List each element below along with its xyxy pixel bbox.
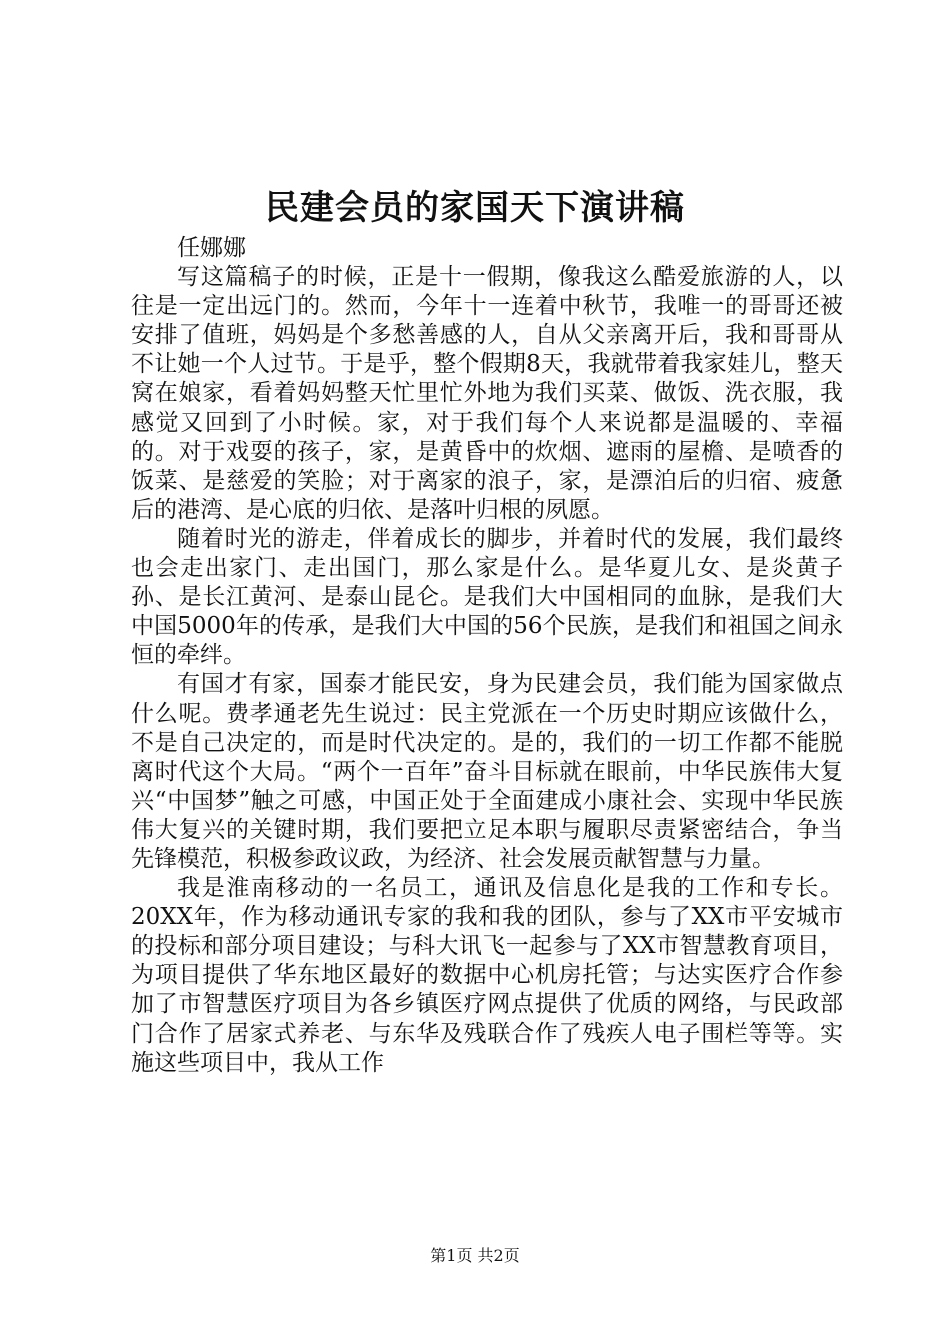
paragraph-3: 有国才有家，国泰才能民安，身为民建会员，我们能为国家做点什么呢。费孝通老先生说过：民主党派在一个历史时期应该做什么，不是自己决定的，而是时代决定的。是的，我们的一切工作都不能脱离时代这个大局。“两个一百年”奋斗目标就在眼前，中华民族伟大复兴“中国梦”触之可感，中国正处于全面建成小康社会、实现中华民族伟大复兴的关键时期，我们要把立足本职与履职尽责紧密结合，争当先锋模范，积极参政议政，为经济、社会发展贡献智慧与力量。	[131, 671, 843, 872]
paragraph-2: 随着时光的游走，伴着成长的脚步，并着时代的发展，我们最终也会走出家门、走出国门，那么家是什么。是华夏儿女、是炎黄子孙、是长江黄河、是泰山昆仑。是我们大中国相同的血脉，是我们大中国5000年的传承，是我们大中国的56个民族，是我们和祖国之间永恒的牵绊。	[131, 525, 843, 669]
author-name: 任娜娜	[177, 235, 246, 261]
document-title: 民建会员的家国天下演讲稿	[265, 188, 685, 228]
document-body	[131, 234, 843, 1078]
paragraph-1: 写这篇稿子的时候，正是十一假期，像我这么酷爱旅游的人，以往是一定出远门的。然而，今年十一连着中秋节，我唯一的哥哥还被安排了值班，妈妈是个多愁善感的人，自从父亲离开后，我和哥哥从不让她一个人过节。于是乎，整个假期8天，我就带着我家娃儿，整天窝在娘家，看着妈妈整天忙里忙外地为我们买菜、做饭、洗衣服，我感觉又回到了小时候。家，对于我们每个人来说都是温暖的、幸福的。对于戏耍的孩子，家，是黄昏中的炊烟、遮雨的屋檐、是喷香的饭菜、是慈爱的笑脸；对于离家的浪子，家，是漂泊后的归宿、疲惫后的港湾、是心底的归依、是落叶归根的夙愿。	[131, 264, 843, 523]
paragraph-4: 我是淮南移动的一名员工，通讯及信息化是我的工作和专长。20XX年，作为移动通讯专家的我和我的团队，参与了XX市平安城市的投标和部分项目建设；与科大讯飞一起参与了XX市智慧教育项目，为项目提供了华东地区最好的数据中心机房托管；与达实医疗合作参加了市智慧医疗项目为各乡镇医疗网点提供了优质的网络，与民政部门合作了居家式养老、与东华及残联合作了残疾人电子围栏等等。实施这些项目中，我从工作	[131, 875, 843, 1076]
page-number-footer: 第1页 共2页	[430, 1246, 520, 1265]
